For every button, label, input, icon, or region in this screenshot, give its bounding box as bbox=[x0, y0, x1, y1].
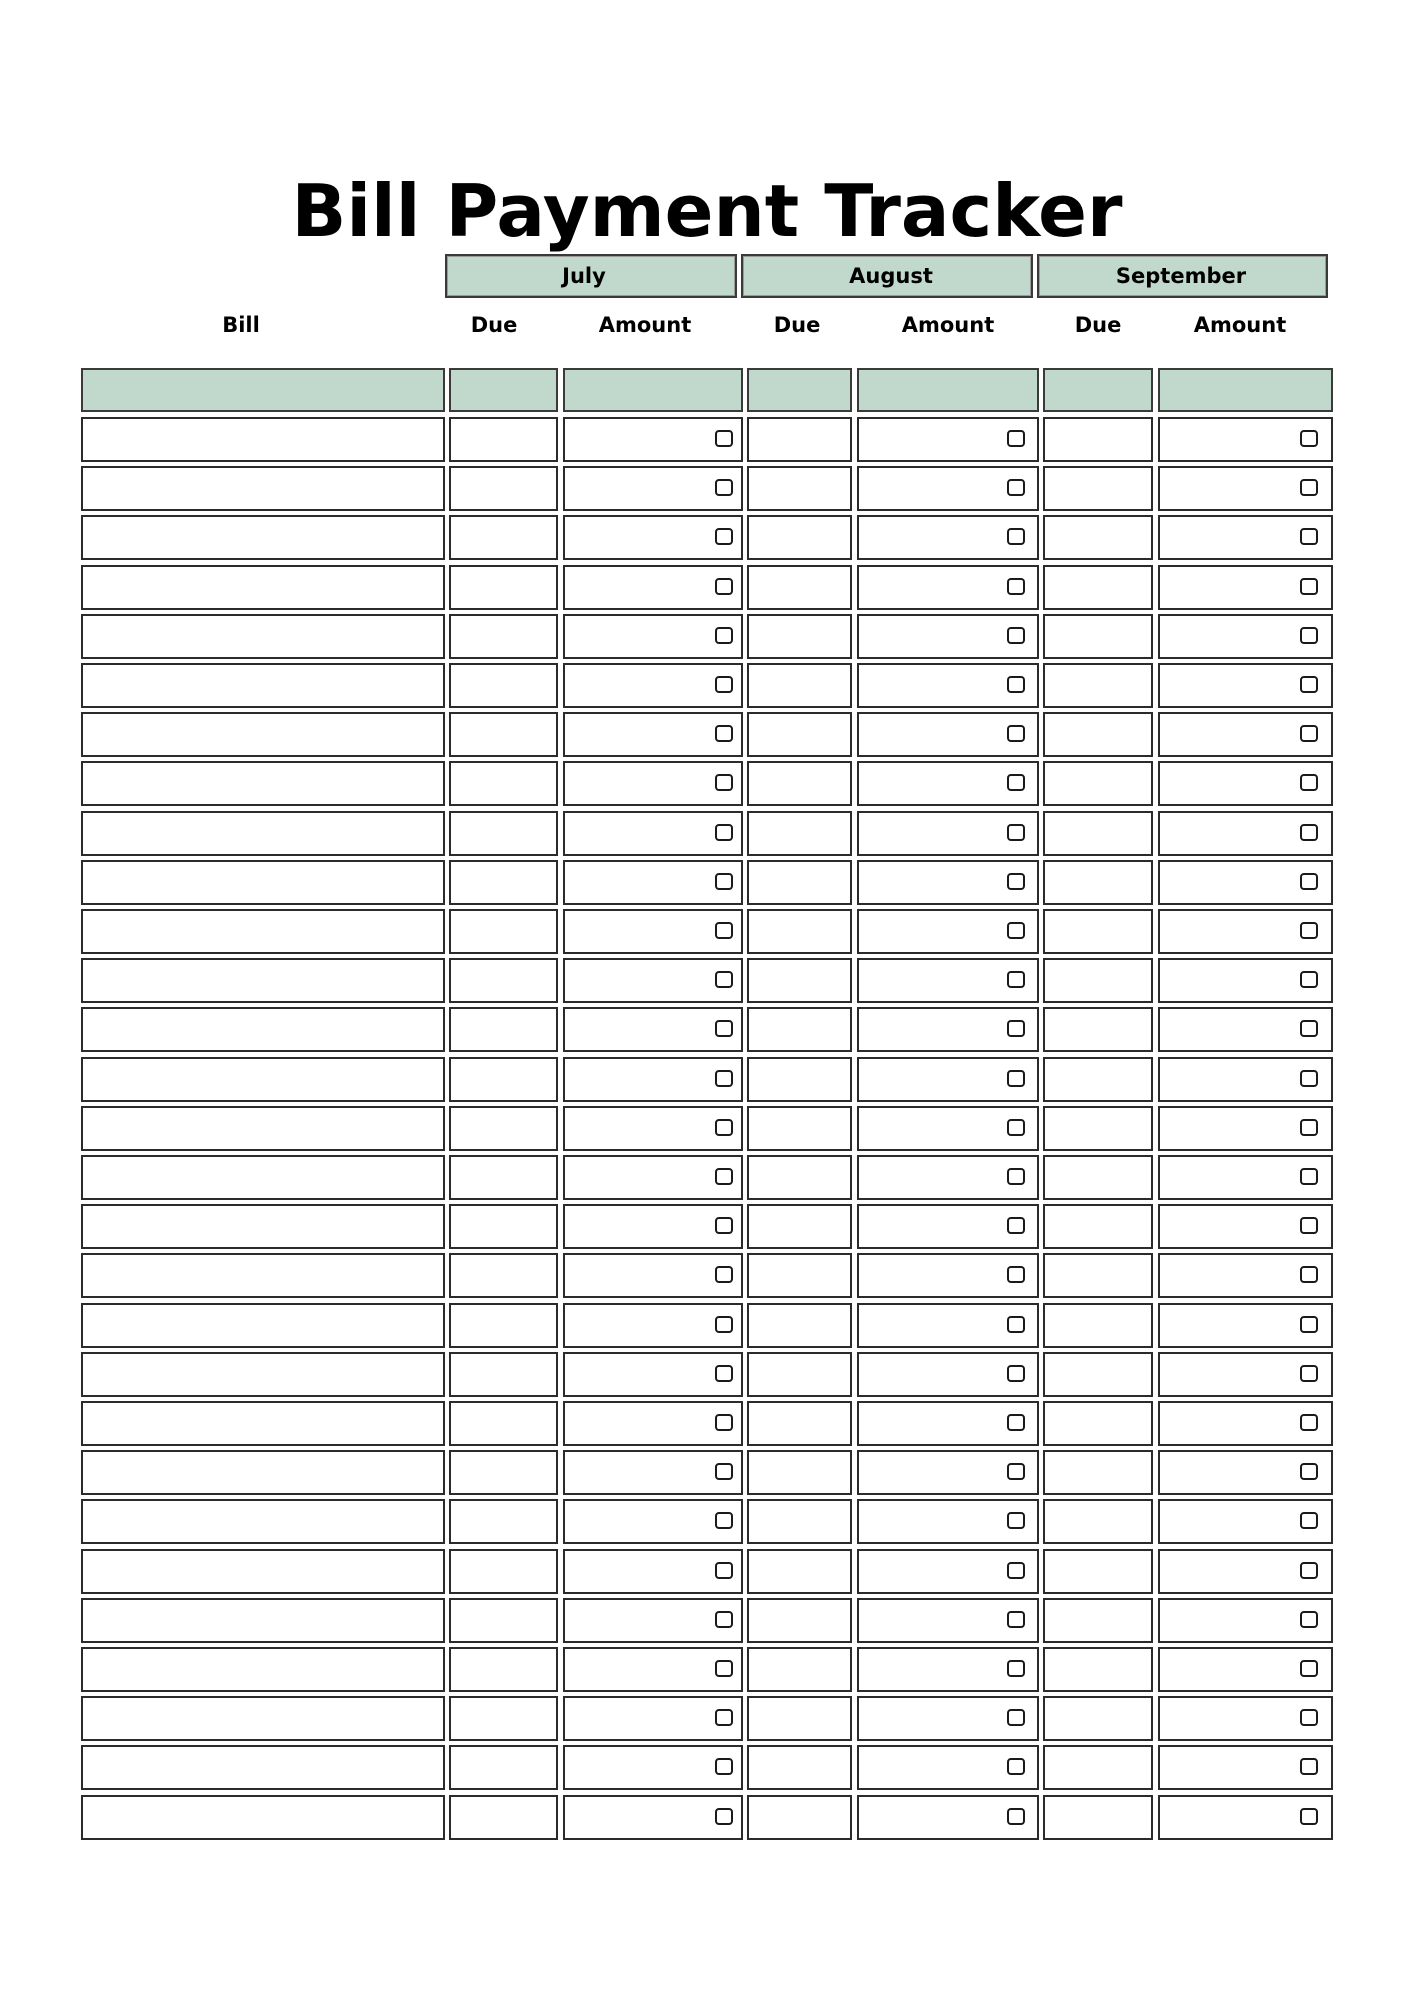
paid-checkbox[interactable] bbox=[715, 824, 733, 841]
paid-checkbox[interactable] bbox=[715, 627, 733, 644]
month-label: September bbox=[1115, 264, 1247, 288]
column-header-july-due: Due bbox=[470, 313, 518, 337]
table-cell-bill[interactable] bbox=[81, 663, 445, 708]
table-cell-august-due[interactable] bbox=[747, 565, 852, 610]
table-cell-august-due[interactable] bbox=[747, 1007, 852, 1052]
table-cell-august-due[interactable] bbox=[747, 1057, 852, 1102]
table-cell-bill[interactable] bbox=[81, 1795, 445, 1840]
paid-checkbox[interactable] bbox=[1300, 873, 1318, 890]
table-cell-august-due[interactable] bbox=[747, 1253, 852, 1298]
table-cell-bill[interactable] bbox=[81, 1549, 445, 1594]
paid-checkbox[interactable] bbox=[1300, 1660, 1318, 1677]
table-cell-august-due[interactable] bbox=[747, 515, 852, 560]
table-cell-august-due[interactable] bbox=[747, 1795, 852, 1840]
table-cell-september-due[interactable] bbox=[1043, 958, 1153, 1003]
month-label: August bbox=[849, 264, 933, 288]
paid-checkbox[interactable] bbox=[1007, 1512, 1025, 1529]
table-cell-bill[interactable] bbox=[81, 1155, 445, 1200]
paid-checkbox[interactable] bbox=[715, 1562, 733, 1579]
table-cell-august-due[interactable] bbox=[747, 663, 852, 708]
paid-checkbox[interactable] bbox=[1300, 676, 1318, 693]
table-cell-bill[interactable] bbox=[81, 1450, 445, 1495]
table-cell-september-due[interactable] bbox=[1043, 1204, 1153, 1249]
paid-checkbox[interactable] bbox=[1007, 578, 1025, 595]
table-cell-september-due[interactable] bbox=[1043, 1549, 1153, 1594]
paid-checkbox[interactable] bbox=[715, 873, 733, 890]
paid-checkbox[interactable] bbox=[1300, 1414, 1318, 1431]
paid-checkbox[interactable] bbox=[1007, 1168, 1025, 1185]
column-header-bill: Bill bbox=[222, 313, 260, 337]
paid-checkbox[interactable] bbox=[1300, 1709, 1318, 1726]
table-cell-august-due[interactable] bbox=[747, 1549, 852, 1594]
paid-checkbox[interactable] bbox=[1300, 1365, 1318, 1382]
paid-checkbox[interactable] bbox=[715, 1070, 733, 1087]
paid-checkbox[interactable] bbox=[715, 676, 733, 693]
paid-checkbox[interactable] bbox=[1300, 774, 1318, 791]
column-header-august-amount: Amount bbox=[901, 313, 995, 337]
paid-checkbox[interactable] bbox=[1007, 528, 1025, 545]
paid-checkbox[interactable] bbox=[1300, 1562, 1318, 1579]
table-cell-august-due[interactable] bbox=[747, 958, 852, 1003]
table-cell-july-due[interactable] bbox=[449, 1253, 558, 1298]
table-cell-july-due[interactable] bbox=[449, 1007, 558, 1052]
paid-checkbox[interactable] bbox=[715, 1414, 733, 1431]
paid-checkbox[interactable] bbox=[1007, 1611, 1025, 1628]
table-cell-bill[interactable] bbox=[81, 1499, 445, 1544]
paid-checkbox[interactable] bbox=[1007, 676, 1025, 693]
table-cell-july-due[interactable] bbox=[449, 1155, 558, 1200]
paid-checkbox[interactable] bbox=[1007, 1316, 1025, 1333]
table-cell-august-due[interactable] bbox=[747, 909, 852, 954]
table-cell-september-due[interactable] bbox=[1043, 1696, 1153, 1741]
paid-checkbox[interactable] bbox=[1300, 922, 1318, 939]
table-cell-july-due[interactable] bbox=[449, 1795, 558, 1840]
table-cell-july-due[interactable] bbox=[449, 1598, 558, 1643]
paid-checkbox[interactable] bbox=[715, 1463, 733, 1480]
table-cell-bill[interactable] bbox=[81, 1204, 445, 1249]
table-cell-september-due[interactable] bbox=[1043, 1007, 1153, 1052]
header-band-cell-august-due bbox=[747, 368, 852, 412]
table-cell-july-due[interactable] bbox=[449, 614, 558, 659]
table-cell-bill[interactable] bbox=[81, 1057, 445, 1102]
paid-checkbox[interactable] bbox=[1007, 1808, 1025, 1825]
table-cell-july-due[interactable] bbox=[449, 761, 558, 806]
table-cell-bill[interactable] bbox=[81, 1401, 445, 1446]
table-cell-july-due[interactable] bbox=[449, 1057, 558, 1102]
column-header-september-amount: Amount bbox=[1193, 313, 1287, 337]
table-cell-august-due[interactable] bbox=[747, 712, 852, 757]
table-cell-july-due[interactable] bbox=[449, 565, 558, 610]
table-cell-september-due[interactable] bbox=[1043, 1499, 1153, 1544]
table-cell-september-due[interactable] bbox=[1043, 860, 1153, 905]
paid-checkbox[interactable] bbox=[1300, 1611, 1318, 1628]
table-cell-bill[interactable] bbox=[81, 761, 445, 806]
table-cell-september-due[interactable] bbox=[1043, 663, 1153, 708]
paid-checkbox[interactable] bbox=[1300, 971, 1318, 988]
table-cell-august-due[interactable] bbox=[747, 1598, 852, 1643]
table-cell-august-due[interactable] bbox=[747, 1745, 852, 1790]
paid-checkbox[interactable] bbox=[715, 1660, 733, 1677]
paid-checkbox[interactable] bbox=[715, 1808, 733, 1825]
paid-checkbox[interactable] bbox=[1300, 1266, 1318, 1283]
table-cell-september-due[interactable] bbox=[1043, 1303, 1153, 1348]
table-cell-bill[interactable] bbox=[81, 1106, 445, 1151]
paid-checkbox[interactable] bbox=[715, 578, 733, 595]
table-cell-july-due[interactable] bbox=[449, 860, 558, 905]
paid-checkbox[interactable] bbox=[715, 971, 733, 988]
table-cell-september-due[interactable] bbox=[1043, 1057, 1153, 1102]
paid-checkbox[interactable] bbox=[715, 528, 733, 545]
table-cell-july-due[interactable] bbox=[449, 1303, 558, 1348]
table-cell-august-due[interactable] bbox=[747, 1696, 852, 1741]
table-cell-bill[interactable] bbox=[81, 466, 445, 511]
table-cell-august-due[interactable] bbox=[747, 466, 852, 511]
table-cell-august-due[interactable] bbox=[747, 1352, 852, 1397]
header-band-cell-august-amount bbox=[857, 368, 1039, 412]
table-cell-september-due[interactable] bbox=[1043, 1352, 1153, 1397]
table-cell-bill[interactable] bbox=[81, 958, 445, 1003]
paid-checkbox[interactable] bbox=[1007, 774, 1025, 791]
table-cell-september-due[interactable] bbox=[1043, 1106, 1153, 1151]
table-cell-september-due[interactable] bbox=[1043, 417, 1153, 462]
table-cell-july-due[interactable] bbox=[449, 1204, 558, 1249]
paid-checkbox[interactable] bbox=[1007, 1758, 1025, 1775]
table-cell-september-due[interactable] bbox=[1043, 1401, 1153, 1446]
paid-checkbox[interactable] bbox=[1007, 1414, 1025, 1431]
table-cell-september-due[interactable] bbox=[1043, 565, 1153, 610]
table-cell-july-due[interactable] bbox=[449, 1549, 558, 1594]
paid-checkbox[interactable] bbox=[715, 922, 733, 939]
table-cell-july-due[interactable] bbox=[449, 1696, 558, 1741]
column-header-september-due: Due bbox=[1074, 313, 1122, 337]
table-cell-august-due[interactable] bbox=[747, 1401, 852, 1446]
table-cell-july-due[interactable] bbox=[449, 1450, 558, 1495]
paid-checkbox[interactable] bbox=[1007, 1266, 1025, 1283]
table-cell-bill[interactable] bbox=[81, 565, 445, 610]
table-cell-september-due[interactable] bbox=[1043, 1598, 1153, 1643]
header-band-cell-september-amount bbox=[1158, 368, 1333, 412]
table-cell-bill[interactable] bbox=[81, 811, 445, 856]
paid-checkbox[interactable] bbox=[715, 1020, 733, 1037]
paid-checkbox[interactable] bbox=[1007, 1463, 1025, 1480]
paid-checkbox[interactable] bbox=[715, 1266, 733, 1283]
table-cell-bill[interactable] bbox=[81, 1253, 445, 1298]
table-cell-september-due[interactable] bbox=[1043, 515, 1153, 560]
header-band-cell-july-amount bbox=[563, 368, 743, 412]
table-cell-august-due[interactable] bbox=[747, 860, 852, 905]
paid-checkbox[interactable] bbox=[715, 430, 733, 447]
table-cell-september-due[interactable] bbox=[1043, 1795, 1153, 1840]
table-cell-august-due[interactable] bbox=[747, 1499, 852, 1544]
paid-checkbox[interactable] bbox=[715, 1168, 733, 1185]
table-cell-september-due[interactable] bbox=[1043, 466, 1153, 511]
header-band-cell-september-due bbox=[1043, 368, 1153, 412]
paid-checkbox[interactable] bbox=[1007, 1365, 1025, 1382]
paid-checkbox[interactable] bbox=[1300, 430, 1318, 447]
paid-checkbox[interactable] bbox=[715, 1512, 733, 1529]
paid-checkbox[interactable] bbox=[1007, 1217, 1025, 1234]
table-cell-september-due[interactable] bbox=[1043, 909, 1153, 954]
paid-checkbox[interactable] bbox=[1300, 479, 1318, 496]
table-cell-august-due[interactable] bbox=[747, 1106, 852, 1151]
paid-checkbox[interactable] bbox=[1300, 528, 1318, 545]
paid-checkbox[interactable] bbox=[1300, 1512, 1318, 1529]
table-cell-july-due[interactable] bbox=[449, 1352, 558, 1397]
page-title: Bill Payment Tracker bbox=[291, 169, 1123, 254]
paid-checkbox[interactable] bbox=[715, 1611, 733, 1628]
paid-checkbox[interactable] bbox=[1300, 824, 1318, 841]
paid-checkbox[interactable] bbox=[1007, 824, 1025, 841]
table-cell-july-due[interactable] bbox=[449, 1499, 558, 1544]
paid-checkbox[interactable] bbox=[1007, 627, 1025, 644]
table-cell-bill[interactable] bbox=[81, 909, 445, 954]
paid-checkbox[interactable] bbox=[1007, 1709, 1025, 1726]
table-cell-september-due[interactable] bbox=[1043, 811, 1153, 856]
table-cell-august-due[interactable] bbox=[747, 761, 852, 806]
table-cell-july-due[interactable] bbox=[449, 712, 558, 757]
table-cell-bill[interactable] bbox=[81, 1647, 445, 1692]
paid-checkbox[interactable] bbox=[715, 1365, 733, 1382]
paid-checkbox[interactable] bbox=[1300, 1316, 1318, 1333]
column-header-july-amount: Amount bbox=[598, 313, 692, 337]
paid-checkbox[interactable] bbox=[715, 725, 733, 742]
header-band-cell-july-due bbox=[449, 368, 558, 412]
table-cell-september-due[interactable] bbox=[1043, 1450, 1153, 1495]
table-cell-september-due[interactable] bbox=[1043, 1155, 1153, 1200]
column-header-august-due: Due bbox=[773, 313, 821, 337]
paid-checkbox[interactable] bbox=[715, 1119, 733, 1136]
paid-checkbox[interactable] bbox=[1300, 1020, 1318, 1037]
paid-checkbox[interactable] bbox=[1300, 1119, 1318, 1136]
paid-checkbox[interactable] bbox=[1300, 627, 1318, 644]
paid-checkbox[interactable] bbox=[1300, 1758, 1318, 1775]
paid-checkbox[interactable] bbox=[1007, 922, 1025, 939]
paid-checkbox[interactable] bbox=[1007, 479, 1025, 496]
table-cell-august-due[interactable] bbox=[747, 1450, 852, 1495]
paid-checkbox[interactable] bbox=[1007, 1562, 1025, 1579]
table-cell-july-due[interactable] bbox=[449, 1647, 558, 1692]
table-cell-september-due[interactable] bbox=[1043, 1647, 1153, 1692]
table-cell-bill[interactable] bbox=[81, 712, 445, 757]
table-cell-july-due[interactable] bbox=[449, 417, 558, 462]
table-cell-september-due[interactable] bbox=[1043, 1253, 1153, 1298]
table-cell-july-due[interactable] bbox=[449, 515, 558, 560]
paid-checkbox[interactable] bbox=[1007, 430, 1025, 447]
table-cell-august-due[interactable] bbox=[747, 811, 852, 856]
paid-checkbox[interactable] bbox=[1300, 1070, 1318, 1087]
paid-checkbox[interactable] bbox=[1300, 1463, 1318, 1480]
table-cell-bill[interactable] bbox=[81, 1352, 445, 1397]
paid-checkbox[interactable] bbox=[1300, 1168, 1318, 1185]
table-cell-september-due[interactable] bbox=[1043, 1745, 1153, 1790]
table-cell-bill[interactable] bbox=[81, 417, 445, 462]
paid-checkbox[interactable] bbox=[1007, 1020, 1025, 1037]
table-cell-bill[interactable] bbox=[81, 1007, 445, 1052]
paid-checkbox[interactable] bbox=[1300, 1217, 1318, 1234]
paid-checkbox[interactable] bbox=[1007, 1119, 1025, 1136]
table-cell-bill[interactable] bbox=[81, 1303, 445, 1348]
table-cell-august-due[interactable] bbox=[747, 1204, 852, 1249]
paid-checkbox[interactable] bbox=[1007, 1660, 1025, 1677]
paid-checkbox[interactable] bbox=[715, 1709, 733, 1726]
table-cell-july-due[interactable] bbox=[449, 1106, 558, 1151]
table-cell-bill[interactable] bbox=[81, 860, 445, 905]
table-cell-july-due[interactable] bbox=[449, 663, 558, 708]
table-cell-august-due[interactable] bbox=[747, 1155, 852, 1200]
table-cell-bill[interactable] bbox=[81, 515, 445, 560]
paid-checkbox[interactable] bbox=[1300, 1808, 1318, 1825]
table-cell-july-due[interactable] bbox=[449, 811, 558, 856]
table-cell-september-due[interactable] bbox=[1043, 712, 1153, 757]
table-cell-september-due[interactable] bbox=[1043, 761, 1153, 806]
paid-checkbox[interactable] bbox=[1007, 971, 1025, 988]
table-cell-september-due[interactable] bbox=[1043, 614, 1153, 659]
paid-checkbox[interactable] bbox=[1300, 578, 1318, 595]
table-cell-august-due[interactable] bbox=[747, 1303, 852, 1348]
paid-checkbox[interactable] bbox=[1300, 725, 1318, 742]
table-cell-july-due[interactable] bbox=[449, 1401, 558, 1446]
header-band-cell-bill bbox=[81, 368, 445, 412]
table-cell-bill[interactable] bbox=[81, 614, 445, 659]
paid-checkbox[interactable] bbox=[1007, 725, 1025, 742]
table-cell-bill[interactable] bbox=[81, 1598, 445, 1643]
table-cell-july-due[interactable] bbox=[449, 909, 558, 954]
table-cell-august-due[interactable] bbox=[747, 417, 852, 462]
paid-checkbox[interactable] bbox=[715, 1217, 733, 1234]
paid-checkbox[interactable] bbox=[715, 1316, 733, 1333]
paid-checkbox[interactable] bbox=[715, 479, 733, 496]
table-cell-bill[interactable] bbox=[81, 1696, 445, 1741]
table-cell-july-due[interactable] bbox=[449, 1745, 558, 1790]
month-label: July bbox=[562, 264, 606, 288]
table-cell-july-due[interactable] bbox=[449, 466, 558, 511]
table-cell-bill[interactable] bbox=[81, 1745, 445, 1790]
table-cell-august-due[interactable] bbox=[747, 1647, 852, 1692]
paid-checkbox[interactable] bbox=[715, 774, 733, 791]
table-cell-july-due[interactable] bbox=[449, 958, 558, 1003]
paid-checkbox[interactable] bbox=[1007, 1070, 1025, 1087]
paid-checkbox[interactable] bbox=[715, 1758, 733, 1775]
table-cell-august-due[interactable] bbox=[747, 614, 852, 659]
paid-checkbox[interactable] bbox=[1007, 873, 1025, 890]
